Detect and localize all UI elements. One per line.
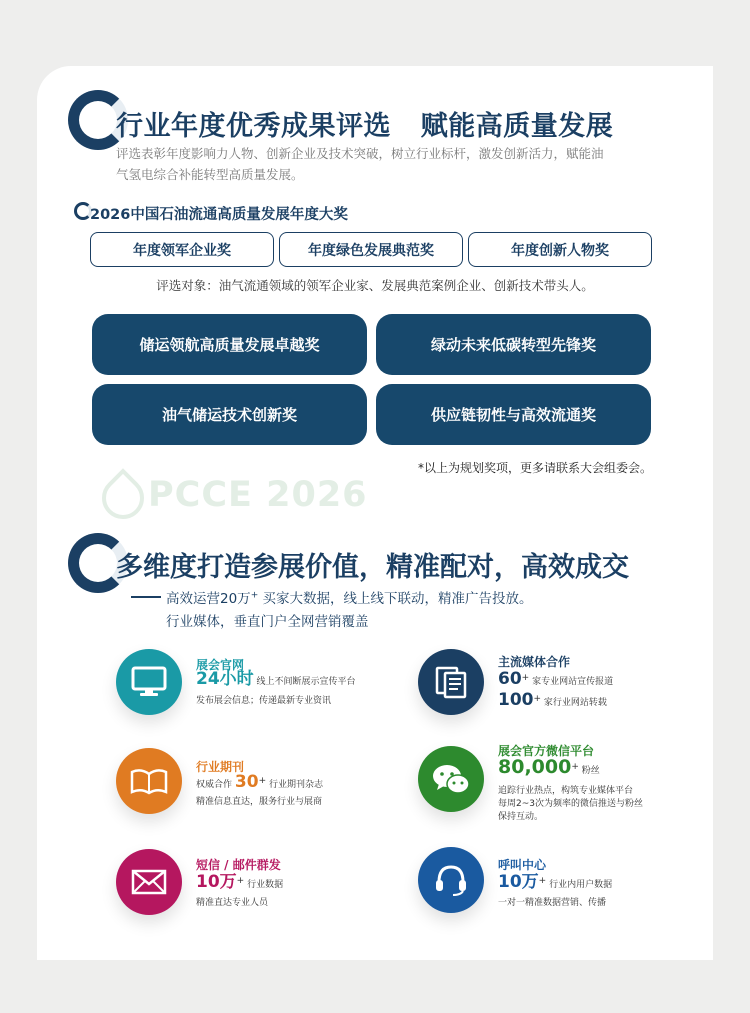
- content-card: [37, 66, 713, 960]
- award-storage-excellence[interactable]: 储运领航高质量发展卓越奖: [92, 314, 367, 375]
- callcenter-circle: [418, 847, 484, 913]
- award-green-development[interactable]: 年度绿色发展典范奖: [279, 232, 463, 267]
- section1-title: 行业年度优秀成果评选 赋能高质量发展: [116, 111, 614, 142]
- mainstream-circle: [418, 649, 484, 715]
- journal-title: 行业期刊: [196, 760, 245, 774]
- journal-line1: 权威合作 30+ 行业期刊杂志: [196, 772, 323, 792]
- envelope-icon: [131, 869, 167, 895]
- award-note: *以上为规划奖项，更多请联系大会组委会。: [417, 461, 652, 475]
- wechat-icon: [431, 762, 471, 796]
- journal-line2: 精准信息直达，服务行业与展商: [196, 797, 323, 807]
- section2-sub2: 行业媒体，垂直门户全网营销覆盖: [166, 614, 369, 630]
- website-title: 展会官网: [196, 658, 245, 672]
- section2-sub1: 高效运营20万+ 买家大数据，线上线下联动，精准广告投放。: [166, 590, 533, 607]
- wechat-circle: [418, 746, 484, 812]
- wechat-title: 展会官方微信平台: [498, 744, 595, 758]
- award-supply-chain[interactable]: 供应链韧性与高效流通奖: [376, 384, 651, 445]
- mainstream-line1: 60+ 家专业网站宣传报道: [498, 669, 614, 689]
- award-title: 2026中国石油流通高质量发展年度大奖: [90, 207, 348, 223]
- documents-icon: [434, 665, 468, 699]
- mainstream-title: 主流媒体合作: [498, 655, 571, 669]
- sms-circle: [116, 849, 182, 915]
- wechat-line2: 每周2~3次为频率的微信推送与粉丝: [498, 799, 643, 809]
- award-innovation-person[interactable]: 年度创新人物奖: [468, 232, 652, 267]
- sms-line2: 精准直达专业人员: [196, 898, 269, 908]
- journal-circle: [116, 748, 182, 814]
- wechat-line1: 追踪行业热点，构筑专业媒体平台: [498, 786, 634, 796]
- wechat-line3: 保持互动。: [498, 812, 544, 822]
- section2-dash: [131, 596, 161, 598]
- open-book-icon: [129, 766, 169, 796]
- award-leading-enterprise[interactable]: 年度领军企业奖: [90, 232, 274, 267]
- wechat-line0: 80,000+ 粉丝: [498, 756, 600, 778]
- website-line2: 发布展会信息；传递最新专业资讯: [196, 696, 332, 706]
- callcenter-title: 呼叫中心: [498, 858, 547, 872]
- sms-line1: 10万+ 行业数据: [196, 872, 284, 892]
- callcenter-line1: 10万+ 行业内用户数据: [498, 872, 613, 892]
- mainstream-line2: 100+ 家行业网站转载: [498, 690, 607, 710]
- section2-title: 多维度打造参展价值，精准配对，高效成交: [116, 552, 629, 583]
- section1-desc-line1: 评选表彰年度影响力人物、创新企业及技术突破，树立行业标杆，激发创新活力，赋能油: [116, 146, 604, 161]
- callcenter-line2: 一对一精准数据营销、传播: [498, 898, 607, 908]
- website-circle: [116, 649, 182, 715]
- section1-desc-line2: 气氢电综合补能转型高质量发展。: [116, 167, 304, 182]
- watermark: PCCE 2026: [148, 475, 368, 515]
- website-line1: 24小时 线上不间断展示宣传平台: [196, 669, 356, 689]
- headset-icon: [433, 862, 469, 898]
- monitor-icon: [131, 666, 167, 698]
- sms-title: 短信 / 邮件群发: [196, 858, 281, 872]
- award-storage-tech-innovation[interactable]: 油气储运技术创新奖: [92, 384, 367, 445]
- award-lowcarbon-pioneer[interactable]: 绿动未来低碳转型先锋奖: [376, 314, 651, 375]
- award-target: 评选对象：油气流通领域的领军企业家、发展典范案例企业、创新技术带头人。: [156, 278, 594, 293]
